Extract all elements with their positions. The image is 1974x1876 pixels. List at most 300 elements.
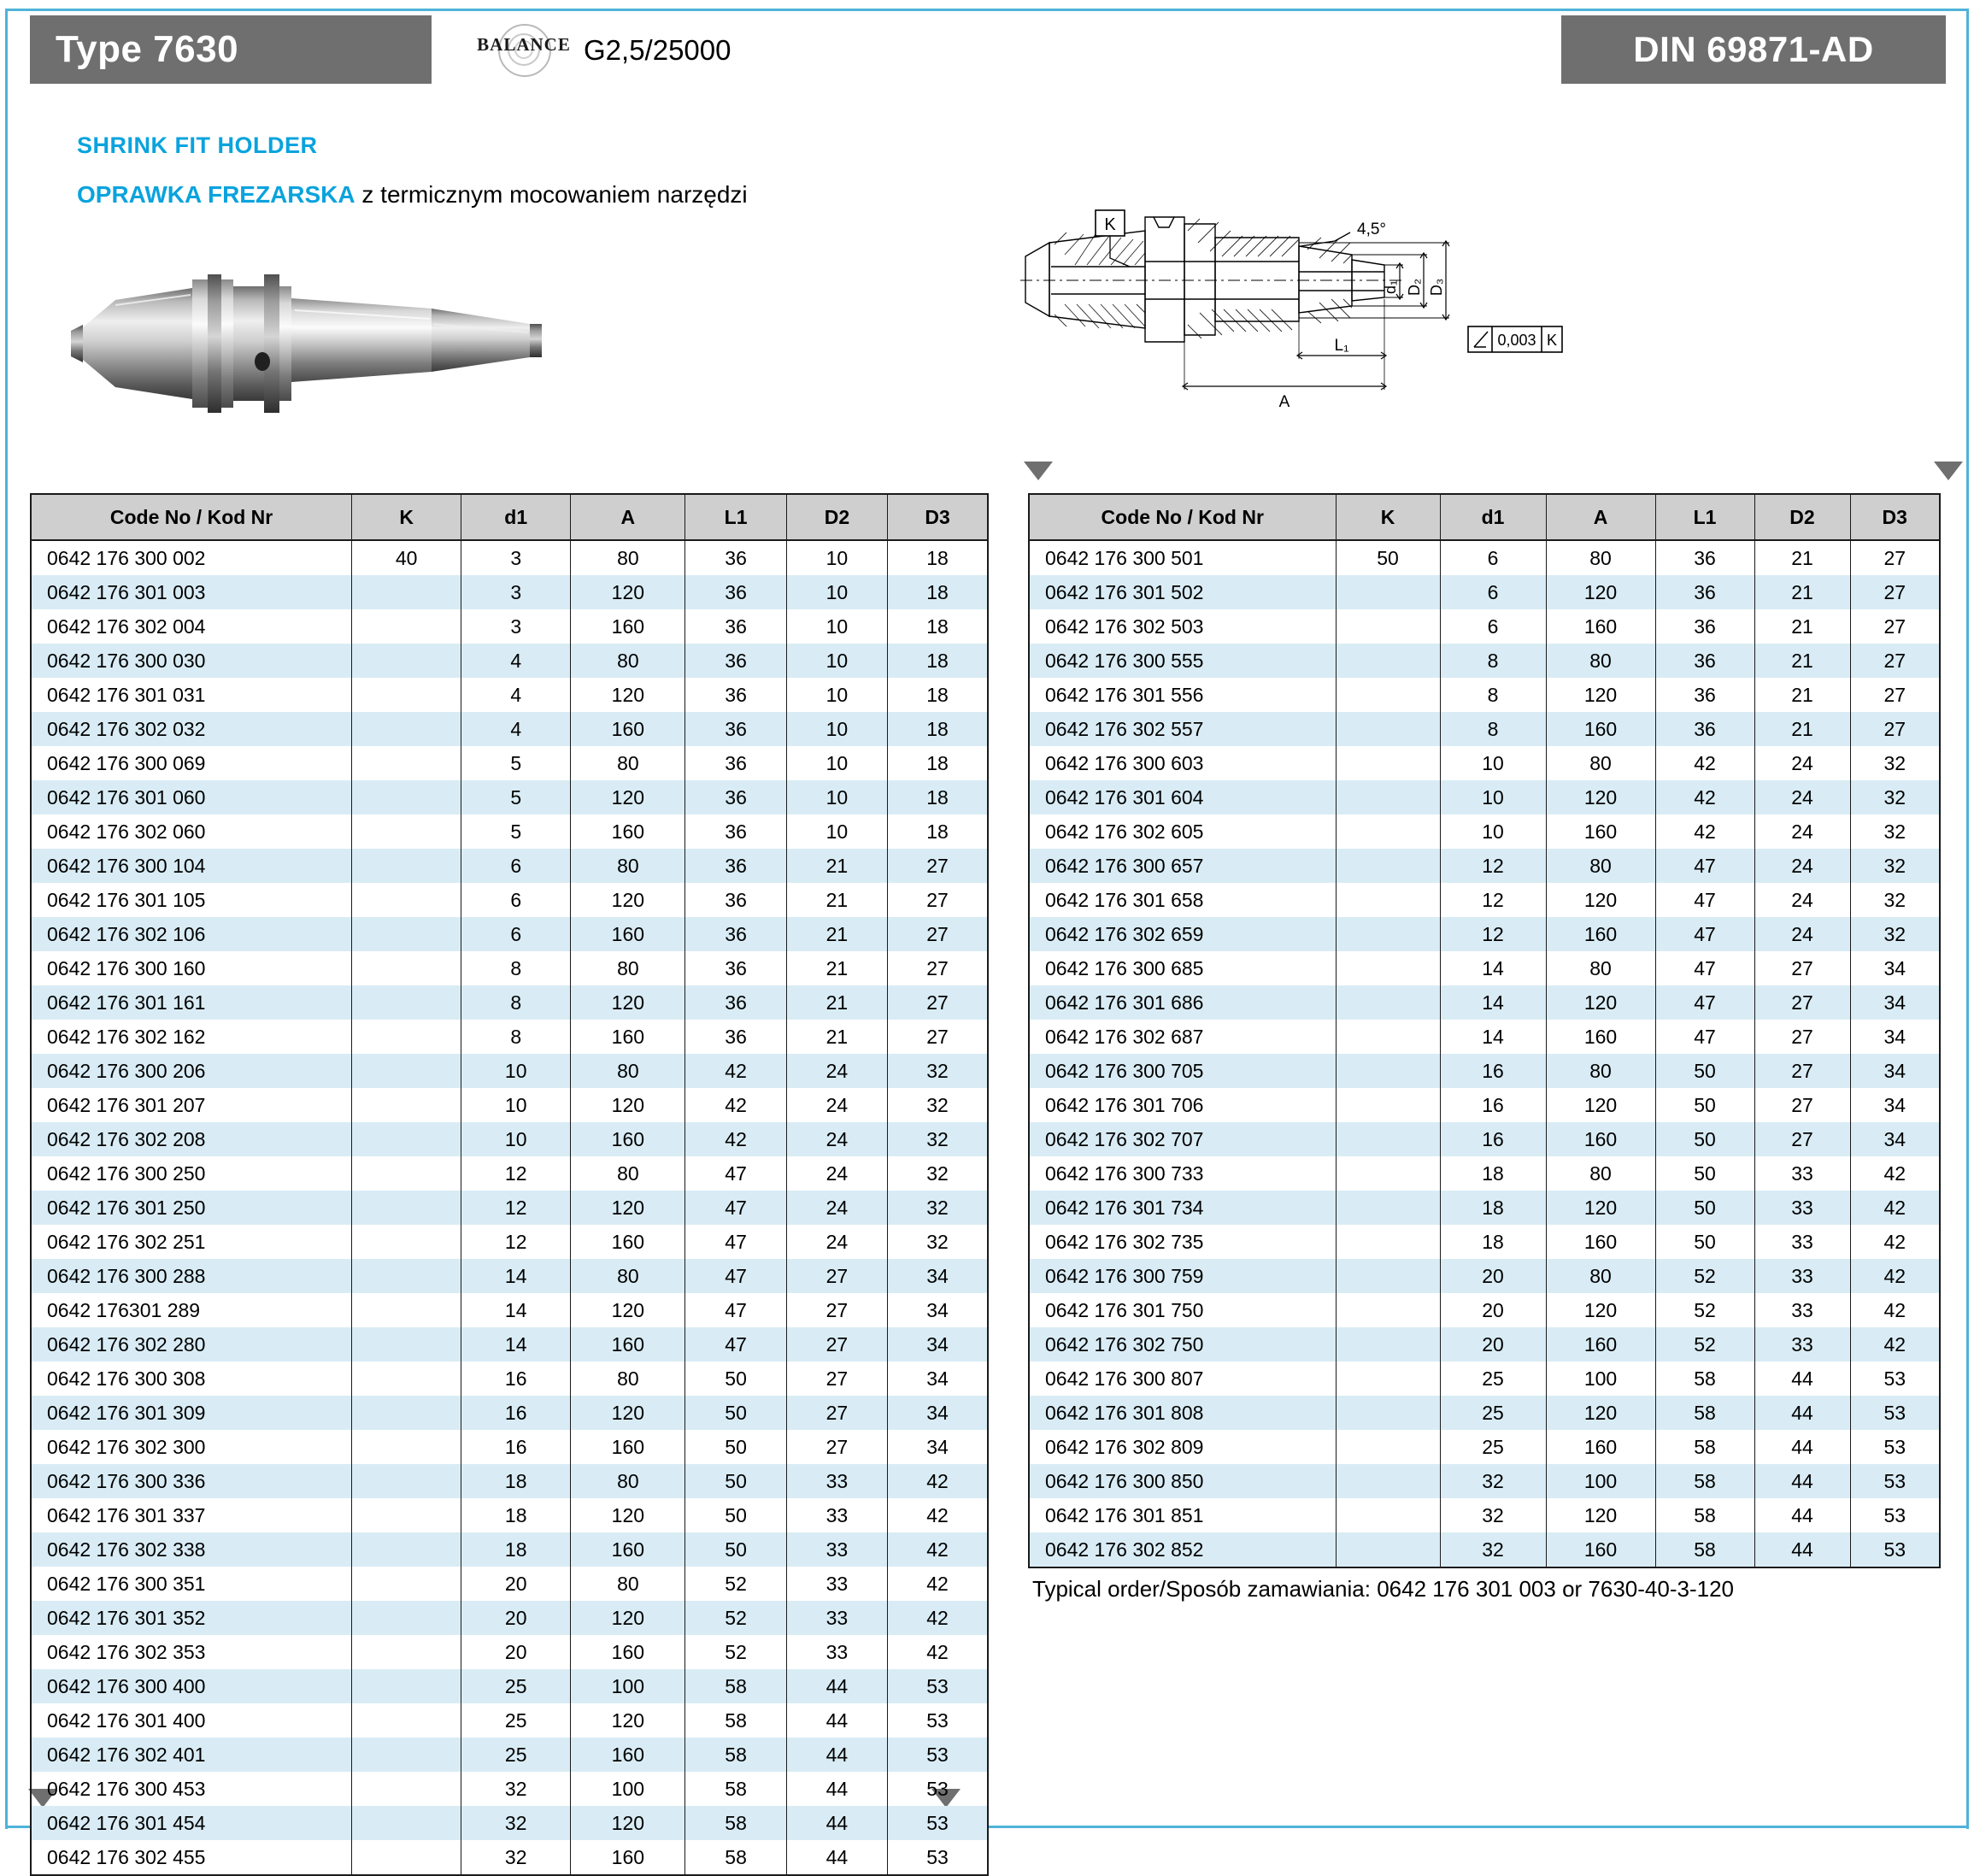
cell-a: 160 xyxy=(1546,1430,1655,1464)
cell-a: 120 xyxy=(571,1191,685,1225)
cell-d2: 27 xyxy=(1754,951,1850,985)
page-border-right xyxy=(1966,9,1969,1829)
cell-k xyxy=(352,609,461,644)
cell-l1: 50 xyxy=(1655,1054,1754,1088)
drawing-dim-d1: d₁ xyxy=(1382,279,1399,295)
cell-d1: 5 xyxy=(461,815,571,849)
cell-d2: 33 xyxy=(1754,1327,1850,1361)
cell-code: 0642 176 301 658 xyxy=(1030,883,1336,917)
cell-d2: 21 xyxy=(786,849,887,883)
cell-a: 80 xyxy=(1546,951,1655,985)
cell-l1: 36 xyxy=(685,951,786,985)
cell-a: 160 xyxy=(571,1430,685,1464)
table-row xyxy=(1030,1293,1939,1327)
cell-d1: 18 xyxy=(1440,1156,1546,1191)
cell-l1: 36 xyxy=(685,678,786,712)
cell-k xyxy=(352,985,461,1020)
cell-k xyxy=(352,1567,461,1601)
cell-d3: 32 xyxy=(926,1093,949,1116)
cell-k xyxy=(352,1601,461,1635)
cell-k xyxy=(352,917,461,951)
cell-d2: 33 xyxy=(786,1601,887,1635)
cell-l1: 58 xyxy=(1655,1396,1754,1430)
cell-d3: 42 xyxy=(1850,1259,1939,1293)
cell-l1: 36 xyxy=(685,644,786,678)
cell-d1: 3 xyxy=(461,609,571,644)
cell-d2: 24 xyxy=(786,1088,887,1122)
cell-d1: 32 xyxy=(1440,1498,1546,1532)
cell-d1: 3 xyxy=(461,575,571,609)
cell-k xyxy=(1336,1020,1440,1054)
cell-k xyxy=(1336,1293,1440,1327)
cell-k xyxy=(1336,1122,1440,1156)
cell-a: 80 xyxy=(571,1156,685,1191)
cell-d2: 21 xyxy=(1754,712,1850,746)
cell-k xyxy=(352,1669,461,1703)
cell-d3: 34 xyxy=(1883,956,1906,979)
cell-d3: 27 xyxy=(926,1025,949,1048)
cell-a: 80 xyxy=(1546,1156,1655,1191)
spec-table-left-body xyxy=(32,540,987,1874)
cell-l1: 47 xyxy=(685,1225,786,1259)
table-row xyxy=(32,540,987,575)
cell-d1: 6 xyxy=(1440,575,1546,609)
cell-d2: 33 xyxy=(1754,1191,1850,1225)
cell-k xyxy=(1336,746,1440,780)
cell-d3: 34 xyxy=(1850,985,1939,1020)
cell-d3: 27 xyxy=(888,917,987,951)
cell-k xyxy=(1336,609,1440,644)
spec-table-right-container xyxy=(1028,493,1941,1568)
cell-d2: 24 xyxy=(786,1225,887,1259)
cell-d2: 24 xyxy=(1754,849,1850,883)
cell-k xyxy=(1336,1156,1440,1191)
table-header-row xyxy=(32,495,987,540)
cell-code: 0642 176 300 160 xyxy=(32,951,352,985)
cell-d3: 42 xyxy=(888,1601,987,1635)
cell-l1: 52 xyxy=(685,1635,786,1669)
cell-k xyxy=(1336,712,1440,746)
cell-d2: 27 xyxy=(786,1327,887,1361)
technical-drawing xyxy=(1017,205,1615,470)
cell-d3: 42 xyxy=(1883,1298,1906,1321)
cell-code: 0642 176 301 031 xyxy=(32,678,352,712)
cell-d1: 5 xyxy=(461,746,571,780)
cell-l1: 47 xyxy=(685,1293,786,1327)
table-row xyxy=(32,1738,987,1772)
cell-l1: 58 xyxy=(1655,1532,1754,1567)
cell-d2: 33 xyxy=(786,1498,887,1532)
cell-code: 0642 176 302 707 xyxy=(1030,1122,1336,1156)
cell-d3: 32 xyxy=(1883,751,1906,774)
cell-d1: 16 xyxy=(1440,1088,1546,1122)
cell-d1: 20 xyxy=(461,1601,571,1635)
cell-l1: 52 xyxy=(1655,1293,1754,1327)
cell-d1: 18 xyxy=(1440,1225,1546,1259)
cell-d3: 42 xyxy=(1850,1327,1939,1361)
page-border-left xyxy=(5,9,8,1829)
cell-d3: 32 xyxy=(1883,888,1906,911)
cell-a: 160 xyxy=(571,815,685,849)
cell-l1: 58 xyxy=(685,1703,786,1738)
cell-l1: 36 xyxy=(685,712,786,746)
cell-d2: 44 xyxy=(1754,1430,1850,1464)
cell-k xyxy=(1336,644,1440,678)
cell-d3: 34 xyxy=(1883,1093,1906,1116)
cell-d1: 25 xyxy=(461,1669,571,1703)
cell-a: 120 xyxy=(1546,1498,1655,1532)
cell-k xyxy=(352,1772,461,1806)
col-header-d3: D3 xyxy=(888,495,987,540)
cell-d1: 25 xyxy=(1440,1361,1546,1396)
subtitle-english: SHRINK FIT HOLDER xyxy=(77,132,318,158)
cell-l1: 52 xyxy=(1655,1259,1754,1293)
cell-d2: 24 xyxy=(1754,780,1850,815)
table-row xyxy=(1030,1020,1939,1054)
table-row xyxy=(32,1840,987,1874)
cell-d1: 4 xyxy=(461,712,571,746)
cell-code: 0642 176 302 401 xyxy=(32,1738,352,1772)
cell-a: 80 xyxy=(571,1567,685,1601)
cell-a: 160 xyxy=(1546,1225,1655,1259)
cell-code: 0642 176 300 104 xyxy=(32,849,352,883)
product-type-badge: Type 7630 xyxy=(30,15,432,84)
cell-code: 0642 176 301 060 xyxy=(32,780,352,815)
cell-code: 0642 176 300 685 xyxy=(1030,951,1336,985)
table-row xyxy=(1030,883,1939,917)
cell-d2: 21 xyxy=(786,917,887,951)
cell-a: 160 xyxy=(571,1840,685,1874)
cell-code: 0642 176 301 003 xyxy=(32,575,352,609)
cell-d1: 25 xyxy=(1440,1396,1546,1430)
cell-d2: 21 xyxy=(786,951,887,985)
cell-a: 120 xyxy=(571,1806,685,1840)
table-row xyxy=(32,1122,987,1156)
cell-d3: 32 xyxy=(1850,917,1939,951)
table-row xyxy=(1030,985,1939,1020)
table-row xyxy=(1030,1327,1939,1361)
cell-d2: 21 xyxy=(786,1020,887,1054)
cell-a: 100 xyxy=(571,1772,685,1806)
cell-l1: 42 xyxy=(1655,815,1754,849)
cell-k xyxy=(1336,1532,1440,1567)
cell-d3: 27 xyxy=(888,985,987,1020)
cell-d3: 18 xyxy=(926,546,949,569)
table-row xyxy=(1030,1464,1939,1498)
cell-code: 0642 176 300 030 xyxy=(32,644,352,678)
cell-code: 0642 176 301 734 xyxy=(1030,1191,1336,1225)
cell-k xyxy=(1336,1498,1440,1532)
table-row xyxy=(1030,746,1939,780)
cell-l1: 42 xyxy=(685,1088,786,1122)
cell-code: 0642 176 300 733 xyxy=(1030,1156,1336,1191)
cell-a: 160 xyxy=(1546,1020,1655,1054)
cell-d3: 42 xyxy=(888,1464,987,1498)
cell-d1: 6 xyxy=(461,917,571,951)
cell-d2: 44 xyxy=(1754,1396,1850,1430)
cell-code: 0642 176 301 686 xyxy=(1030,985,1336,1020)
cell-k xyxy=(352,1191,461,1225)
table-row xyxy=(32,985,987,1020)
drawing-dim-d3: D₃ xyxy=(1428,278,1445,297)
cell-d3: 32 xyxy=(888,1191,987,1225)
cell-d2: 44 xyxy=(1754,1498,1850,1532)
spec-table-left xyxy=(32,495,987,1874)
cell-k xyxy=(352,1806,461,1840)
table-row xyxy=(1030,540,1939,575)
cell-d2: 33 xyxy=(1754,1156,1850,1191)
cell-d2: 10 xyxy=(786,575,887,609)
cell-a: 120 xyxy=(571,1396,685,1430)
cell-d2: 27 xyxy=(786,1430,887,1464)
cell-d3: 42 xyxy=(926,1640,949,1663)
cell-d2: 24 xyxy=(786,1156,887,1191)
cell-code: 0642 176 301 105 xyxy=(32,883,352,917)
col-header-code: Code No / Kod Nr xyxy=(32,495,352,540)
cell-d1: 6 xyxy=(461,883,571,917)
cell-d1: 10 xyxy=(1440,815,1546,849)
cell-d2: 10 xyxy=(786,540,887,575)
cell-k xyxy=(352,1054,461,1088)
cell-code: 0642 176 301 556 xyxy=(1030,678,1336,712)
table-row xyxy=(1030,780,1939,815)
table-row xyxy=(32,1361,987,1396)
cell-code: 0642 176 302 557 xyxy=(1030,712,1336,746)
cell-code: 0642 176 300 069 xyxy=(32,746,352,780)
cell-d1: 10 xyxy=(461,1054,571,1088)
cell-k xyxy=(352,1122,461,1156)
cell-d1: 8 xyxy=(1440,678,1546,712)
table-row xyxy=(1030,1191,1939,1225)
cell-d2: 33 xyxy=(786,1567,887,1601)
cell-l1: 52 xyxy=(685,1601,786,1635)
cell-d3: 18 xyxy=(888,780,987,815)
cell-code: 0642 176 300 206 xyxy=(32,1054,352,1088)
cell-l1: 47 xyxy=(1655,917,1754,951)
cell-k xyxy=(352,746,461,780)
cell-d3: 34 xyxy=(888,1396,987,1430)
cell-code: 0642 176 301 250 xyxy=(32,1191,352,1225)
cell-d1: 10 xyxy=(461,1088,571,1122)
table-row xyxy=(1030,849,1939,883)
cell-d3: 32 xyxy=(1850,780,1939,815)
cell-d1: 25 xyxy=(461,1703,571,1738)
cell-l1: 58 xyxy=(685,1669,786,1703)
cell-a: 120 xyxy=(571,678,685,712)
cell-a: 160 xyxy=(571,917,685,951)
cell-a: 80 xyxy=(571,849,685,883)
cell-l1: 50 xyxy=(1655,1156,1754,1191)
cell-a: 80 xyxy=(571,644,685,678)
cell-l1: 36 xyxy=(1655,644,1754,678)
cell-l1: 36 xyxy=(685,1020,786,1054)
cell-code: 0642 176 301 352 xyxy=(32,1601,352,1635)
cell-k xyxy=(1336,678,1440,712)
cell-code: 0642 176 301 454 xyxy=(32,1806,352,1840)
cell-a: 160 xyxy=(571,712,685,746)
cell-d3: 42 xyxy=(1883,1230,1906,1253)
col-header-d2: D2 xyxy=(1754,495,1850,540)
cell-d3: 32 xyxy=(926,1230,949,1253)
cell-d3: 53 xyxy=(926,1708,949,1732)
table-row xyxy=(32,883,987,917)
cell-d1: 32 xyxy=(461,1840,571,1874)
cell-d1: 16 xyxy=(461,1361,571,1396)
standard-badge: DIN 69871-AD xyxy=(1561,15,1946,84)
cell-d2: 24 xyxy=(1754,917,1850,951)
table-row xyxy=(1030,575,1939,609)
cell-l1: 42 xyxy=(685,1054,786,1088)
cell-d2: 33 xyxy=(1754,1259,1850,1293)
cell-d3: 32 xyxy=(1883,820,1906,843)
table-row xyxy=(1030,917,1939,951)
cell-a: 120 xyxy=(1546,1191,1655,1225)
cell-d1: 18 xyxy=(461,1464,571,1498)
cell-d3: 27 xyxy=(888,849,987,883)
cell-d3: 18 xyxy=(888,575,987,609)
cell-code: 0642 176 301 161 xyxy=(32,985,352,1020)
cell-l1: 50 xyxy=(685,1464,786,1498)
spec-table-right xyxy=(1030,495,1939,1567)
cell-l1: 50 xyxy=(685,1361,786,1396)
cell-k xyxy=(1336,1191,1440,1225)
cell-code: 0642 176 301 851 xyxy=(1030,1498,1336,1532)
cell-d1: 8 xyxy=(1440,644,1546,678)
cell-k xyxy=(352,1293,461,1327)
cell-k xyxy=(352,1738,461,1772)
cell-d1: 3 xyxy=(461,540,571,575)
cell-l1: 36 xyxy=(685,609,786,644)
cell-d1: 14 xyxy=(1440,951,1546,985)
product-photo xyxy=(64,235,594,449)
cell-l1: 36 xyxy=(685,849,786,883)
table-row xyxy=(32,644,987,678)
cell-l1: 42 xyxy=(1655,780,1754,815)
cell-d1: 20 xyxy=(1440,1327,1546,1361)
cell-d2: 10 xyxy=(786,609,887,644)
table-row xyxy=(1030,1498,1939,1532)
cell-k xyxy=(1336,951,1440,985)
table-row xyxy=(32,1703,987,1738)
cell-k xyxy=(352,1430,461,1464)
cell-code: 0642 176 300 603 xyxy=(1030,746,1336,780)
cell-d3: 34 xyxy=(1850,1054,1939,1088)
table-row xyxy=(32,1635,987,1669)
table-row xyxy=(32,1806,987,1840)
cell-d2: 44 xyxy=(786,1806,887,1840)
table-row xyxy=(32,1532,987,1567)
drawing-dim-l1: L₁ xyxy=(1334,337,1349,355)
cell-a: 80 xyxy=(1546,1054,1655,1088)
cell-d1: 4 xyxy=(461,678,571,712)
table-row xyxy=(32,1293,987,1327)
cell-code: 0642 176 301 502 xyxy=(1030,575,1336,609)
cell-l1: 58 xyxy=(685,1840,786,1874)
cell-d3: 53 xyxy=(1883,1367,1906,1390)
cell-code: 0642 176 300 850 xyxy=(1030,1464,1336,1498)
cell-l1: 58 xyxy=(685,1806,786,1840)
cell-a: 120 xyxy=(571,1703,685,1738)
cell-a: 120 xyxy=(1546,575,1655,609)
cell-d2: 33 xyxy=(786,1635,887,1669)
cell-d3: 53 xyxy=(888,1669,987,1703)
cell-code: 0642 176 302 455 xyxy=(32,1840,352,1874)
table-row xyxy=(1030,609,1939,644)
cell-l1: 36 xyxy=(1655,575,1754,609)
cell-d1: 6 xyxy=(1440,540,1546,575)
cell-d2: 24 xyxy=(786,1191,887,1225)
cell-k xyxy=(1336,1327,1440,1361)
table-row xyxy=(32,1567,987,1601)
cell-k xyxy=(1336,985,1440,1020)
table-row xyxy=(32,849,987,883)
cell-code: 0642 176 301 400 xyxy=(32,1703,352,1738)
cell-a: 160 xyxy=(1546,712,1655,746)
cell-l1: 50 xyxy=(1655,1088,1754,1122)
drawing-tolerance-datum: K xyxy=(1546,332,1558,349)
cell-k xyxy=(352,1498,461,1532)
cell-d2: 24 xyxy=(1754,815,1850,849)
cell-k xyxy=(1336,815,1440,849)
cell-d2: 27 xyxy=(786,1396,887,1430)
cell-d2: 27 xyxy=(1754,1122,1850,1156)
table-row xyxy=(32,1088,987,1122)
cell-d1: 18 xyxy=(461,1498,571,1532)
table-row xyxy=(32,1327,987,1361)
table-row xyxy=(32,712,987,746)
cell-code: 0642 176 300 657 xyxy=(1030,849,1336,883)
cell-d1: 4 xyxy=(461,644,571,678)
cell-a: 160 xyxy=(571,1327,685,1361)
cell-d2: 21 xyxy=(1754,540,1850,575)
cell-d1: 18 xyxy=(461,1532,571,1567)
table-row xyxy=(32,678,987,712)
cell-k xyxy=(352,1327,461,1361)
col-header-d1: d1 xyxy=(461,495,571,540)
table-row xyxy=(1030,712,1939,746)
cell-a: 100 xyxy=(1546,1361,1655,1396)
cell-d3: 27 xyxy=(1850,712,1939,746)
cell-d1: 14 xyxy=(461,1327,571,1361)
cell-code: 0642 176 302 060 xyxy=(32,815,352,849)
cell-d2: 44 xyxy=(786,1703,887,1738)
cell-k xyxy=(352,951,461,985)
cell-d3: 34 xyxy=(1850,1122,1939,1156)
subtitle-polish xyxy=(77,181,748,209)
cell-l1: 58 xyxy=(1655,1430,1754,1464)
table-row xyxy=(1030,678,1939,712)
cell-l1: 47 xyxy=(1655,985,1754,1020)
cell-d2: 44 xyxy=(786,1738,887,1772)
cell-code: 0642 176 300 288 xyxy=(32,1259,352,1293)
table-row xyxy=(32,1498,987,1532)
cell-d1: 5 xyxy=(461,780,571,815)
cell-a: 120 xyxy=(1546,1293,1655,1327)
cell-d3: 42 xyxy=(926,1503,949,1526)
cell-d1: 8 xyxy=(461,951,571,985)
cell-d1: 14 xyxy=(461,1293,571,1327)
cell-d1: 32 xyxy=(461,1806,571,1840)
cell-k xyxy=(352,644,461,678)
cell-d2: 10 xyxy=(786,815,887,849)
table-row xyxy=(1030,1532,1939,1567)
cell-d1: 8 xyxy=(1440,712,1546,746)
cell-d2: 27 xyxy=(1754,1054,1850,1088)
cell-code: 0642 176 301 604 xyxy=(1030,780,1336,815)
cell-l1: 36 xyxy=(685,780,786,815)
cell-d2: 10 xyxy=(786,780,887,815)
cell-l1: 47 xyxy=(685,1191,786,1225)
